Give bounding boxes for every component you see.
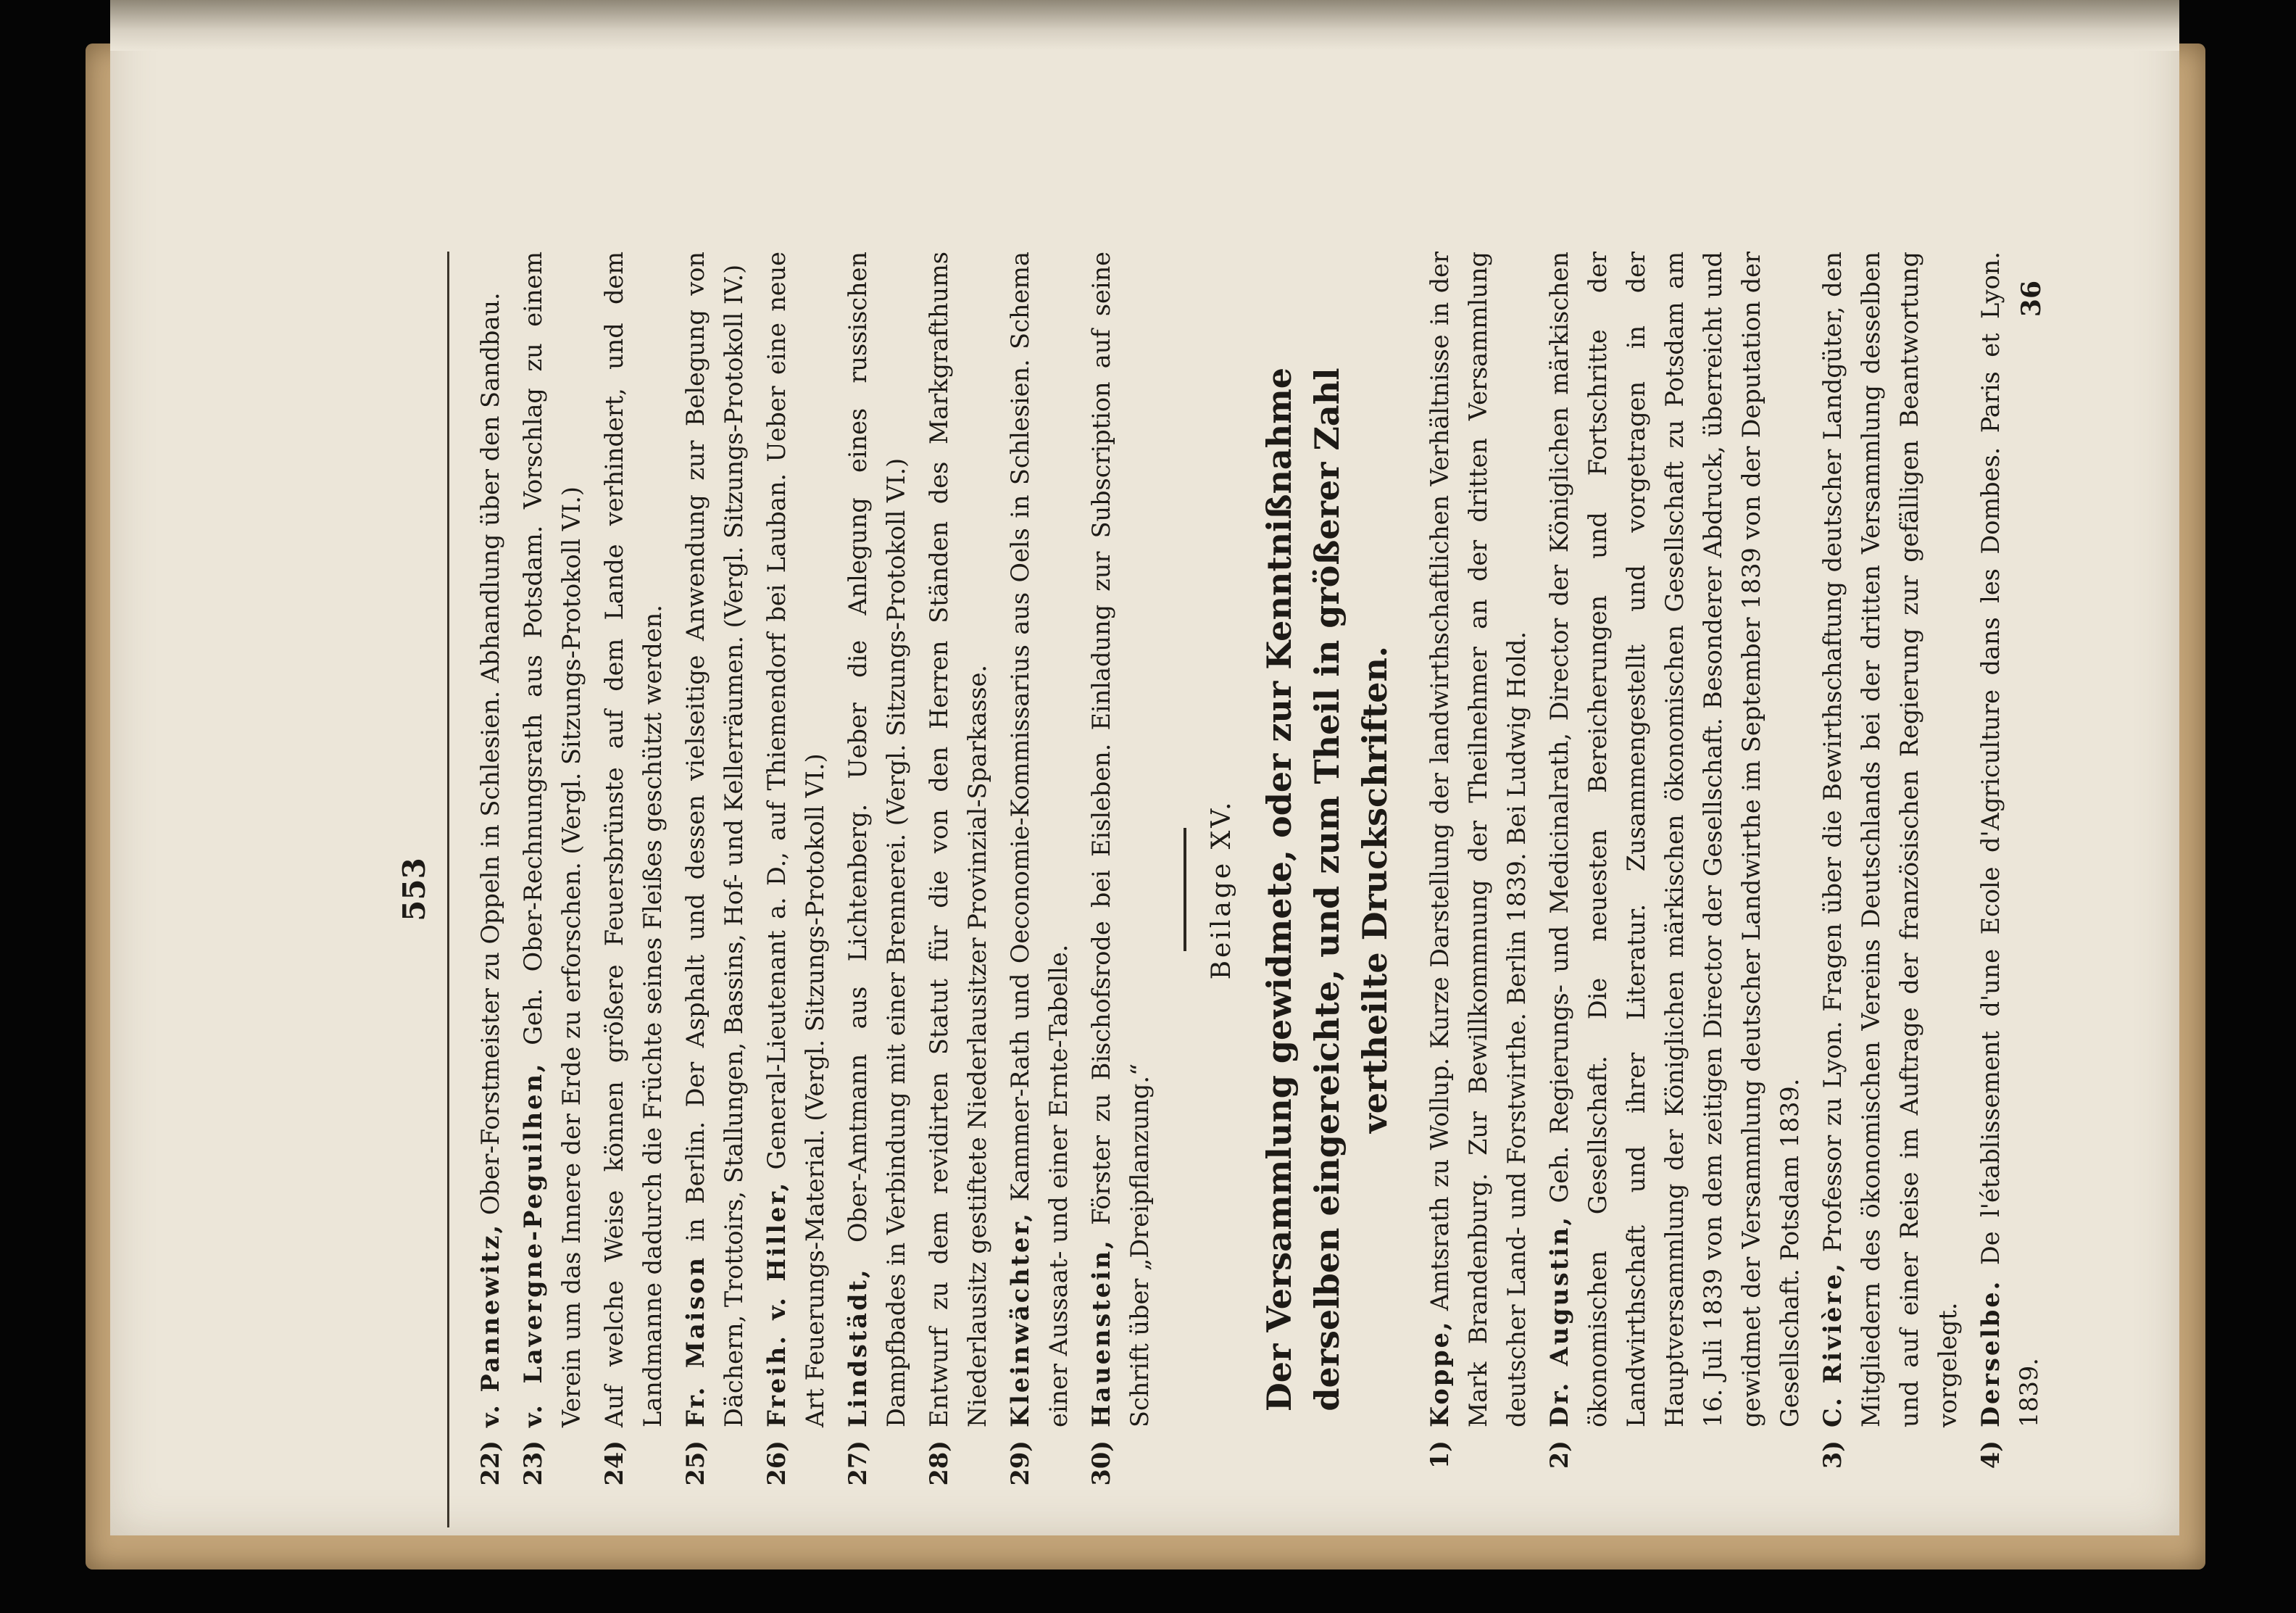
entry-number: 1)	[1426, 1440, 1454, 1469]
list-item	[676, 252, 753, 1527]
entry-number: 22)	[476, 1440, 504, 1486]
entry-body: Geh. Ober-Rechnungsrath aus Potsdam. Vorschlag zu einem Verein um das Innere der Erde zu erforschen. (Vergl. Sitzungs-Protokoll VI.)	[519, 251, 586, 1427]
section-title: Der Versammlung gewidmete, oder zur Kenntnißnahme derselben eingereichte, und zum Theil in größerer Zahl vertheilte Druckschriften.	[1260, 367, 1394, 1412]
entry-number: 29)	[1006, 1440, 1034, 1486]
entry-text	[839, 252, 915, 1427]
entry-body: Kammer-Rath und Oeconomie-Kommissarius aus Oels in Schlesien. Schema einer Aussaat- und einer Ernte-Tabelle.	[1006, 252, 1073, 1427]
page-number: 553	[396, 858, 432, 921]
entry-author: Koppe,	[1426, 1319, 1454, 1427]
entry-number: 4)	[1976, 1440, 2005, 1469]
entry-text	[757, 252, 834, 1427]
entry-number: 2)	[1545, 1440, 1573, 1469]
entry-body: Amtsrath zu Wollup. Kurze Darstellung der landwirthschaftlichen Verhältnisse in der Mark Brandenburg. Zur Bewillkommnung der Theilnehmer an der dritten Versammlung deutscher Land- und Forstwirthe. Berlin 1839. Bei Ludwig Hold.	[1426, 252, 1531, 1427]
entry-text	[471, 252, 509, 1427]
entry-text	[676, 252, 753, 1427]
list-item	[1001, 252, 1078, 1527]
entry-text	[1082, 252, 1159, 1427]
entry-author: v. Pannewitz,	[476, 1222, 504, 1427]
entry-body: Geh. Regierungs- und Medicinalrath, Director der Königlichen märkischen ökonomischen Gesellschaft. Die neuesten Bereicherungen und Fortschritte der Landwirthschaft und ihrer Literatur. Zusammengestellt und vorgetragen in der Hauptversammlung der Königlichen märkischen ökonomischen Gesellschaft zu Potsdam am 16. Juli 1839 von dem zeitigen Director der Gesellschaft. Besonderer Abdruck, überreicht und gewidmet der Versammlung deutscher Landwirthe im September 1839 von der Deputation der Gesellschaft. Potsdam 1839.	[1545, 252, 1804, 1427]
entry-list-bottom	[1421, 252, 2048, 1527]
entry-author: Hauenstein,	[1087, 1238, 1115, 1427]
entry-list-top	[471, 252, 1159, 1527]
entry-author: Kleinwächter,	[1006, 1211, 1034, 1427]
page-gutter-shadow	[110, 0, 2179, 51]
list-item	[1082, 252, 1159, 1527]
entry-body: Ober-Amtmann aus Lichtenberg. Ueber die Anlegung eines russischen Dampfbades in Verbindung mit einer Brennerei. (Vergl. Sitzungs-Protokoll VI.)	[844, 252, 910, 1427]
page-content	[389, 252, 2063, 1527]
list-item	[920, 252, 997, 1527]
entry-author: v. Lavergne-Peguilhen,	[519, 1061, 547, 1427]
entry-number: 26)	[762, 1440, 791, 1486]
list-item	[1540, 252, 1809, 1527]
list-item	[1813, 252, 1967, 1527]
entry-body: Förster zu Bischofsrode bei Eisleben. Einladung zur Subscription auf seine Schrift über „Dreipflanzung.“	[1087, 252, 1154, 1427]
list-item	[839, 252, 915, 1527]
entry-body: De l'établissement d'une Ecole d'Agriculture dans les Dombes. Paris et Lyon. 1839.	[1976, 252, 2043, 1427]
list-item	[514, 252, 591, 1527]
entry-author: Freih. v. Hiller,	[762, 1180, 791, 1427]
signature-mark: 36	[2016, 281, 2047, 318]
list-item	[595, 252, 672, 1527]
list-item	[757, 252, 834, 1527]
entry-text	[1971, 252, 2048, 1427]
entry-number: 30)	[1087, 1440, 1115, 1486]
entry-number: 3)	[1818, 1440, 1847, 1469]
entry-body: General-Lieutenant a. D., auf Thiemendorf bei Lauban. Ueber eine neue Art Feuerungs-Material. (Vergl. Sitzungs-Protokoll VI.)	[762, 252, 829, 1427]
section-divider	[1184, 828, 1186, 951]
list-item	[1421, 252, 1536, 1527]
entry-text	[595, 252, 672, 1427]
entry-number: 25)	[681, 1440, 710, 1486]
entry-body: Auf welche Weise können größere Feuersbrünste auf dem Lande verhindert, und dem Landmanne dadurch die Früchte seines Fleißes geschützt werden.	[600, 252, 667, 1427]
appendix-heading: Beilage XV.	[1207, 799, 1236, 980]
entry-author: C. Rivière,	[1818, 1261, 1847, 1427]
page-header	[389, 252, 449, 1527]
entry-text	[1540, 252, 1809, 1427]
entry-author: Lindstädt,	[844, 1267, 872, 1427]
entry-author: Derselbe.	[1976, 1279, 2005, 1427]
entry-author: Dr. Augustin,	[1545, 1215, 1573, 1427]
entry-body: in Berlin. Der Asphalt und dessen vielseitige Anwendung zur Belegung von Dächern, Trottoirs, Stallungen, Bassins, Hof- und Kellerräumen. (Vergl. Sitzungs-Protokoll IV.)	[681, 252, 748, 1427]
entry-number: 23)	[519, 1440, 547, 1486]
entry-text	[1001, 252, 1078, 1427]
book-page	[110, 0, 2179, 1535]
entry-text	[1421, 252, 1536, 1427]
entry-text	[920, 252, 997, 1427]
entry-number: 24)	[600, 1440, 628, 1486]
entry-text	[514, 252, 591, 1427]
list-item	[471, 252, 509, 1527]
entry-body: Entwurf zu dem revidirten Statut für die von den Herren Ständen des Markgrafthums Niederlausitz gestiftete Niederlausitzer Provinzial-Sparkasse.	[925, 252, 991, 1427]
entry-text	[1813, 252, 1967, 1427]
list-item	[1971, 252, 2048, 1527]
entry-body: Professor zu Lyon. Fragen über die Bewirthschaftung deutscher Landgüter, den Mitgliedern des ökonomischen Vereins Deutschlands bei der dritten Versammlung desselben und auf einer Reise im Auftrage der französischen Regierung zur gefälligen Beantwortung vorgelegt.	[1818, 252, 1962, 1427]
entry-author: Fr. Maison	[681, 1256, 710, 1427]
entry-number: 27)	[844, 1440, 872, 1486]
entry-body: Ober-Forstmeister zu Oppeln in Schlesien. Abhandlung über den Sandbau.	[476, 292, 504, 1216]
entry-number: 28)	[925, 1440, 953, 1486]
